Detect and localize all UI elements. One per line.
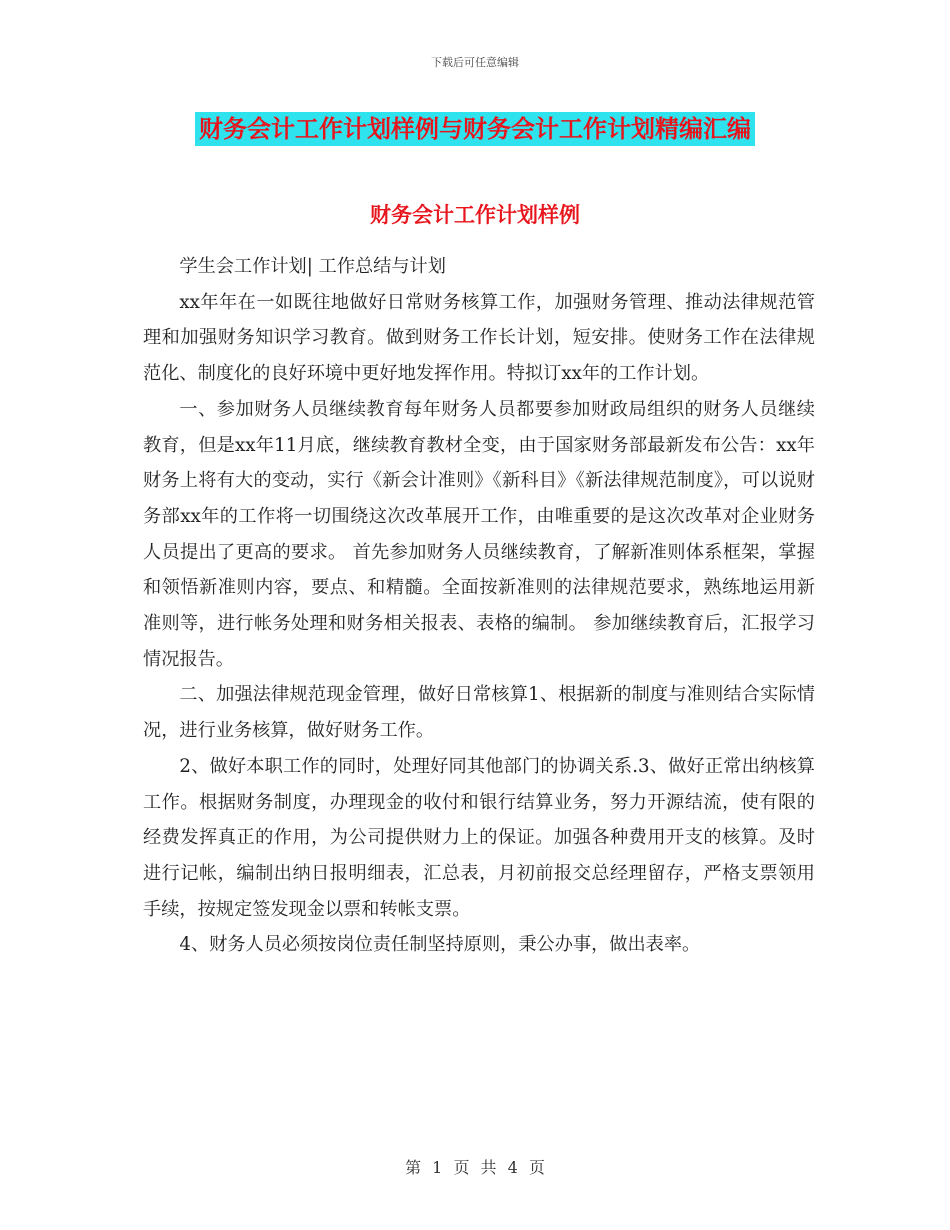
header-note: 下载后可任意编辑	[431, 56, 519, 69]
document-body	[143, 249, 815, 963]
paragraph-section-2: 二、加强法律规范现金管理，做好日常核算1、根据新的制度与准则结合实际情况，进行业务核算，做好财务工作。	[143, 684, 815, 742]
page-number-footer: 第 1 页 共 4 页	[405, 1158, 545, 1177]
main-title: 财务会计工作计划样例与财务会计工作计划精编汇编	[195, 112, 755, 146]
paragraph-intro: xx年年在一如既往地做好日常财务核算工作，加强财务管理、推动法律规范管理和加强财务知识学习教育。做到财务工作长计划，短安排。使财务工作在法律规范化、制度化的良好环境中更好地发挥作用。特拟订xx年的工作计划。	[143, 291, 815, 385]
paragraph-item-4: 4、财务人员必须按岗位责任制坚持原则，秉公办事，做出表率。	[179, 934, 701, 956]
section-title: 财务会计工作计划样例	[370, 203, 580, 227]
paragraph-category: 学生会工作计划| 工作总结与计划	[179, 256, 446, 277]
paragraph-section-1: 一、参加财务人员继续教育每年财务人员都要参加财政局组织的财务人员继续教育，但是xx年11月底，继续教育教材全变，由于国家财务部最新发布公告：xx年财务上将有大的变动，实行《新会计准则》《新科目》《新法律规范制度》，可以说财务部xx年的工作将一切围绕这次改革展开工作，由唯重要的是这次改革对企业财务人员提出了更高的要求。 首先参加财务人员继续教育，了解新准则体系框架，掌握和领悟新准则内容，要点、和精髓。全面按新准则的法律规范要求，熟练地运用新准则等，进行帐务处理和财务相关报表、表格的编制。 参加继续教育后，汇报学习情况报告。	[143, 398, 815, 670]
main-title-container	[0, 112, 950, 146]
paragraph-item-2-3: 2、做好本职工作的同时，处理好同其他部门的协调关系.3、做好正常出纳核算工作。根据财务制度，办理现金的收付和银行结算业务，努力开源结流，使有限的经费发挥真正的作用，为公司提供财力上的保证。加强各种费用开支的核算。及时进行记帐，编制出纳日报明细表，汇总表，月初前报交总经理留存，严格支票领用手续，按规定签发现金以票和转帐支票。	[143, 755, 815, 920]
